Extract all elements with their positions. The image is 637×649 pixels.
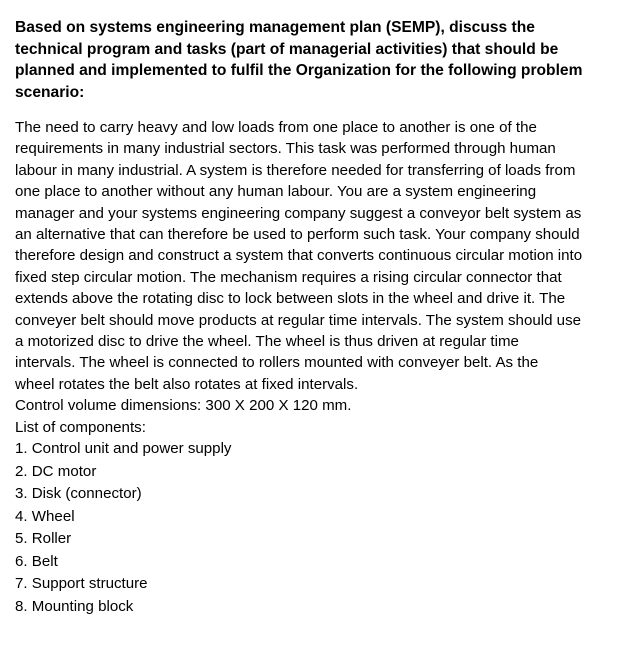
scenario-line: a motorized disc to drive the wheel. The wheel is thus driven at regular time [15,333,519,351]
list-item: 3. Disk (connector) [15,485,142,503]
question-heading [15,17,627,103]
scenario-line: one place to another without any human labour. You are a system engineering [15,183,537,201]
scenario-paragraph [15,117,627,438]
scenario-line: intervals. The wheel is connected to rollers mounted with conveyer belt. As the [15,354,539,372]
scenario-line: conveyer belt should move products at regular time intervals. The system should use [15,311,582,329]
control-volume-dimensions: Control volume dimensions: 300 X 200 X 120 mm. [15,397,352,415]
list-item: 7. Support structure [15,575,148,593]
list-item: 6. Belt [15,552,58,570]
scenario-line: labour in many industrial. A system is therefore needed for transferring of loads from [15,161,576,179]
scenario-line: therefore design and construct a system that converts continuous circular motion into [15,247,583,265]
scenario-line: fixed step circular motion. The mechanism requires a rising circular connector that [15,268,562,286]
scenario-line: an alternative that can therefore be used to perform such task. Your company should [15,226,580,244]
document [15,17,627,618]
scenario-line: wheel rotates the belt also rotates at fixed intervals. [15,375,359,393]
heading-line: technical program and tasks (part of managerial activities) that should be [15,40,559,58]
scenario-line: manager and your systems engineering company suggest a conveyor belt system as [15,204,582,222]
components-list-title: List of components: [15,418,146,436]
heading-line: scenario: [15,83,85,101]
heading-line: Based on systems engineering management plan (SEMP), discuss the [15,19,535,36]
list-item: 4. Wheel [15,507,75,525]
scenario-line: The need to carry heavy and low loads from one place to another is one of the [15,119,537,136]
list-item: 1. Control unit and power supply [15,440,232,458]
list-item: 5. Roller [15,530,72,548]
scenario-line: extends above the rotating disc to lock between slots in the wheel and drive it. The [15,290,566,308]
list-item: 2. DC motor [15,462,97,480]
components-list [15,438,627,618]
scenario-line: requirements in many industrial sectors. This task was performed through human [15,140,556,158]
list-item: 8. Mounting block [15,597,134,615]
heading-line: planned and implemented to fulfil the Organization for the following problem [15,62,583,79]
